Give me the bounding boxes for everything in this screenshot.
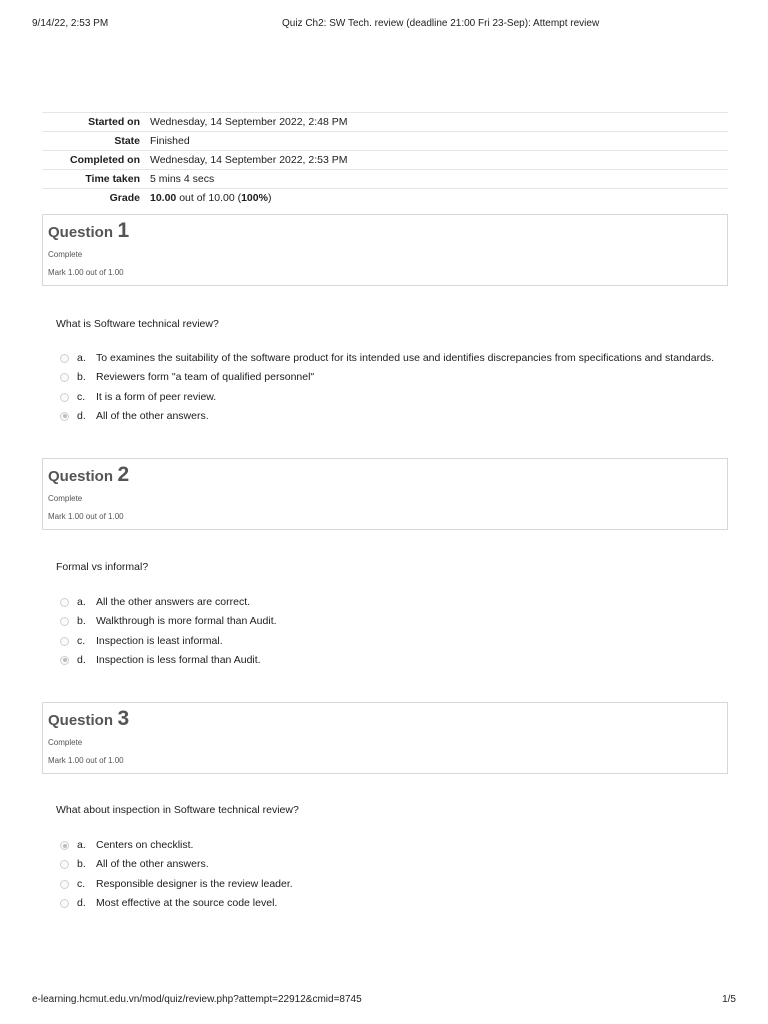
answer-letter: c. bbox=[77, 390, 86, 403]
question-number bbox=[48, 463, 129, 487]
summary-label: Started on bbox=[88, 116, 140, 128]
question-number-value: 2 bbox=[117, 463, 130, 486]
answer-text: All of the other answers. bbox=[96, 409, 209, 422]
page-url: e-learning.hcmut.edu.vn/mod/quiz/review.php?attempt=22912&cmid=8745 bbox=[32, 994, 362, 1005]
answer-letter: a. bbox=[77, 839, 86, 851]
radio-button-selected[interactable] bbox=[60, 841, 69, 850]
radio-button[interactable] bbox=[60, 373, 69, 382]
answer-text: Reviewers form "a team of qualified personnel" bbox=[96, 371, 315, 384]
grade-percent: 100% bbox=[241, 192, 268, 204]
radio-button[interactable] bbox=[60, 393, 69, 402]
question-mark: Mark 1.00 out of 1.00 bbox=[48, 756, 124, 765]
answer-text: To examines the suitability of the software product for its intended use and identifies discrepancies from specifications and standards. bbox=[96, 352, 715, 364]
answer-letter: d. bbox=[77, 896, 86, 909]
question-word: Question bbox=[48, 712, 114, 729]
grade-label: Grade bbox=[109, 192, 140, 204]
grade-middle: out of 10.00 ( bbox=[176, 192, 242, 204]
question-number bbox=[48, 219, 129, 243]
question-state: Complete bbox=[48, 738, 83, 747]
answer-letter: a. bbox=[77, 352, 86, 364]
page-counter: 1/5 bbox=[722, 994, 736, 1005]
question-text: Formal vs informal? bbox=[56, 561, 149, 573]
answer-letter: a. bbox=[77, 596, 86, 608]
summary-value: Finished bbox=[150, 135, 190, 147]
radio-button[interactable] bbox=[60, 617, 69, 626]
answer-letter: c. bbox=[77, 634, 86, 647]
answer-text: It is a form of peer review. bbox=[96, 390, 217, 403]
question-info-box bbox=[42, 458, 728, 530]
attempt-summary-table bbox=[42, 112, 728, 207]
answer-letter: d. bbox=[77, 653, 86, 666]
question-text: What about inspection in Software technical review? bbox=[56, 804, 299, 816]
print-date: 9/14/22, 2:53 PM bbox=[32, 18, 109, 29]
summary-value: Wednesday, 14 September 2022, 2:53 PM bbox=[150, 154, 348, 166]
question-number-value: 3 bbox=[117, 707, 130, 730]
radio-button[interactable] bbox=[60, 860, 69, 869]
question-info-box bbox=[42, 214, 728, 286]
grade-score: 10.00 bbox=[150, 192, 177, 204]
summary-value: 5 mins 4 secs bbox=[150, 173, 215, 185]
question-word: Question bbox=[48, 468, 114, 485]
answer-letter: c. bbox=[77, 877, 86, 890]
page-title: Quiz Ch2: SW Tech. review (deadline 21:00 Fri 23-Sep): Attempt review bbox=[282, 18, 600, 29]
answer-letter: b. bbox=[77, 615, 86, 628]
radio-button[interactable] bbox=[60, 637, 69, 646]
summary-label: Time taken bbox=[85, 173, 140, 185]
question-word: Question bbox=[48, 224, 114, 241]
summary-label: Completed on bbox=[70, 154, 140, 166]
summary-row bbox=[42, 113, 728, 132]
answer-text: Centers on checklist. bbox=[96, 839, 194, 851]
summary-value: Wednesday, 14 September 2022, 2:48 PM bbox=[150, 116, 348, 128]
radio-button[interactable] bbox=[60, 354, 69, 363]
summary-row-grade bbox=[42, 189, 728, 208]
answer-text: Responsible designer is the review leader. bbox=[96, 877, 293, 890]
question-mark: Mark 1.00 out of 1.00 bbox=[48, 268, 124, 277]
radio-button-selected[interactable] bbox=[60, 412, 69, 421]
print-header bbox=[0, 18, 768, 32]
question-state: Complete bbox=[48, 250, 83, 259]
answer-text: Inspection is less formal than Audit. bbox=[96, 653, 261, 666]
answer-letter: b. bbox=[77, 371, 86, 384]
answer-text: All the other answers are correct. bbox=[96, 596, 251, 608]
radio-button-selected[interactable] bbox=[60, 656, 69, 665]
question-text: What is Software technical review? bbox=[56, 318, 219, 330]
summary-row bbox=[42, 151, 728, 170]
radio-button[interactable] bbox=[60, 880, 69, 889]
question-info-box bbox=[42, 702, 728, 774]
question-mark: Mark 1.00 out of 1.00 bbox=[48, 512, 124, 521]
summary-row bbox=[42, 132, 728, 151]
grade-end: ) bbox=[267, 192, 272, 204]
summary-label: State bbox=[114, 135, 140, 147]
grade-value bbox=[145, 189, 728, 208]
summary-row bbox=[42, 170, 728, 189]
question-number bbox=[48, 707, 129, 731]
answer-letter: b. bbox=[77, 858, 86, 871]
radio-button[interactable] bbox=[60, 899, 69, 908]
answer-letter: d. bbox=[77, 409, 86, 422]
answer-text: All of the other answers. bbox=[96, 858, 209, 871]
question-number-value: 1 bbox=[117, 219, 130, 242]
radio-button[interactable] bbox=[60, 598, 69, 607]
answer-text: Walkthrough is more formal than Audit. bbox=[96, 615, 277, 628]
question-state: Complete bbox=[48, 494, 83, 503]
answer-text: Inspection is least informal. bbox=[96, 634, 223, 647]
answer-text: Most effective at the source code level. bbox=[96, 896, 278, 909]
